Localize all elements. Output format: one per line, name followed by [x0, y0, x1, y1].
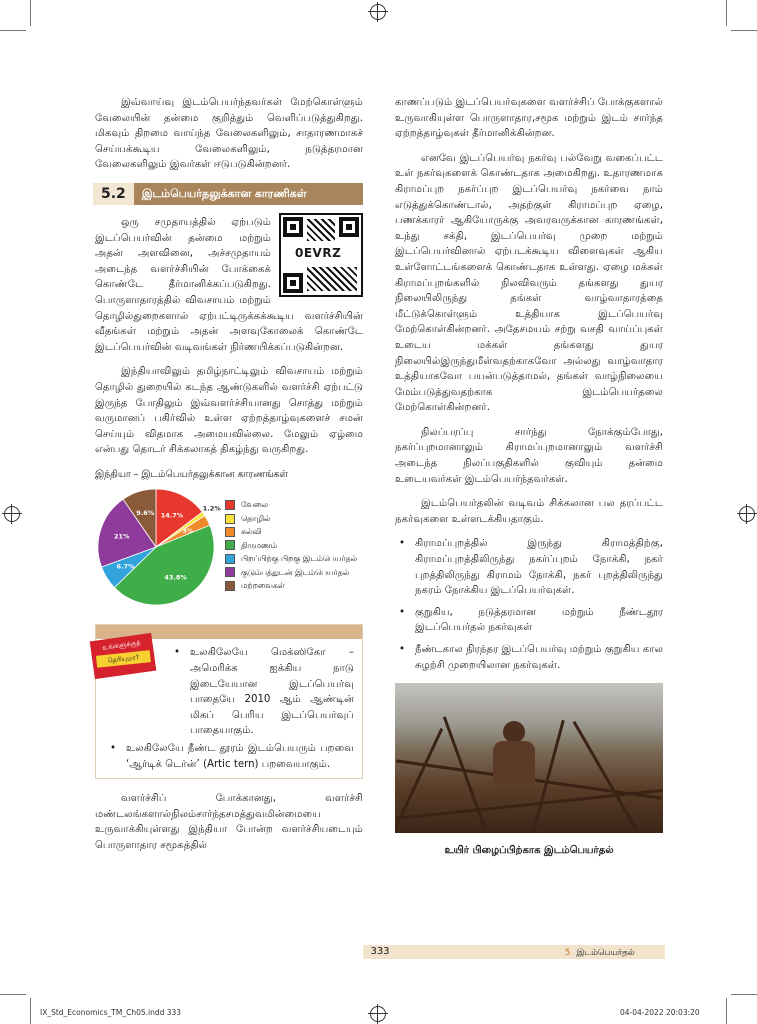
- pie-chart: [95, 486, 363, 606]
- migrant-worker-photo: [395, 683, 663, 833]
- crop-mark: [726, 998, 727, 1024]
- chapter-label: 5 இடம்பெயர்தல்: [395, 945, 665, 959]
- pie-slice-label: 43.8%: [164, 574, 187, 583]
- did-you-know-badge: உங்களுக்குத் தெரியுமா?: [90, 633, 157, 679]
- list-item: • குறுகிய, நடுத்தரமான மற்றும் நீண்டதூர இடப்பெயர்தல் நகர்வுகள்: [395, 605, 663, 636]
- paragraph: இவ்வாய்வு இடம்பெயர்ந்தவர்கள் மேற்கொள்ளும் வேலையின் தன்மை குறித்தும் வெளிப்படுத்துகிறது. மிகவும் திறமை வாய்ந்த வேலைகளிலும், சாதாரணமாகச் செய்யக்கூடிய வேலைகளிலும், நடுத்தரமான வேலைகளிலும் இவர்கள் ஈடுபடுகின்றனர்.: [95, 97, 363, 171]
- right-column: [395, 95, 663, 859]
- section-number: 5.2: [93, 183, 134, 205]
- crop-mark: [30, 998, 31, 1024]
- legend-item: [225, 579, 357, 592]
- photo-caption: உயிர் பிழைப்பிற்காக இடம்பெயர்தல்: [444, 845, 614, 857]
- legend-swatch: [225, 514, 235, 524]
- registration-mark-icon: [370, 4, 386, 20]
- paragraph: நிலப்பரப்பு சார்ந்து நோக்கும்போது, நகர்ப்புறமானாலும் கிராமப்புறமானாலும் வளர்ச்சி அடைந்த நிலப்பகுதிகளில் குவியும் தன்மை உடையவர்கள் இடம்பெயர்ந்தவர்கள்.: [395, 426, 663, 485]
- legend-swatch: [225, 527, 235, 537]
- paragraph: ஒரு சமுதாயத்தில் ஏற்படும் இடப்பெயர்வின் தன்மை மற்றும் அதன் அளவினை, அச்சமுதாயம் அடைந்த வளர்ச்சியின் போக்கைக் கொண்டே தீர்மானிக்கப்படுகிறது. பொருளாதாரத்தில் விவசாயம் மற்றும் தொழில்துறைகளால் ஏற்பட்டிருக்கக்கூடிய வளர்ச்சியின் வீதங்கள் மற்றும் அதன் அளவுகோலைக் கொண்டே இடப்பெயர்வின் வடிவங்கள் நிர்ணயிக்கப்படுகின்றன.: [95, 216, 363, 353]
- crop-mark: [30, 0, 31, 26]
- pie-slice-label: 6.7%: [116, 563, 135, 572]
- pie-slice-label: 21%: [113, 533, 130, 542]
- registration-mark-icon: [370, 1006, 386, 1022]
- legend-label: குடும்பத்துடன் இடம்பெயர்தல்: [241, 567, 350, 577]
- legend-label: பிறப்பிற்கு பிறகு இடம்பெயர்தல்: [241, 554, 358, 564]
- paragraph: இடம்பெயர்தலின் வடிவம் சிக்கலான பல தரப்பட்ட நகர்வுகளை உள்ளடக்கியதாகும்.: [395, 498, 663, 525]
- legend-label: வேலை: [241, 500, 268, 510]
- crop-mark: [731, 30, 757, 31]
- legend-item: [225, 539, 357, 552]
- chart-legend: [225, 498, 357, 592]
- section-title: இடம்பெயர்தலுக்கான காரணிகள்: [141, 187, 307, 201]
- legend-label: கல்வி: [241, 527, 262, 537]
- pie-slice-label: 3%: [182, 527, 194, 536]
- list-item: • நீண்டகால நிரந்தர இடப்பெயர்வு மற்றும் குறுகிய கால சுழற்சி முறையிலான நகர்வுகள்.: [395, 642, 663, 673]
- legend-label: மற்றவைகள்: [241, 580, 285, 590]
- legend-swatch: [225, 500, 235, 510]
- pie-chart-svg: [95, 486, 221, 608]
- page-number: 333: [363, 945, 397, 959]
- crop-mark: [0, 994, 26, 995]
- paragraph: இந்தியாவிலும் தமிழ்நாட்டிலும் விவசாயம் மற்றும் தொழில் துறையில் கடந்த ஆண்டுகளில் வளர்ச்சி ஏற்பட்டு இருந்த போதிலும் இவ்வளர்ச்சியானது சொத்து மற்றும் வருமானப் பகிர்வில் உள்ள ஏற்றத்தாழ்வுகளைச் சமன் செய்யும் விதமாக அமையவில்லை. மேலும் ஏழ்மை என்பது தொடர் சிக்கலாகத் திகழ்ந்து வருகிறது.: [95, 366, 363, 456]
- crop-mark: [731, 994, 757, 995]
- left-column: [95, 95, 363, 863]
- legend-swatch: [225, 540, 235, 550]
- file-slug: IX_Std_Economics_TM_Ch05.indd 333: [40, 1008, 182, 1017]
- legend-item: [225, 512, 357, 525]
- legend-item: [225, 566, 357, 579]
- print-date: 04-04-2022 20:03:20: [620, 1008, 700, 1017]
- section-heading: [93, 183, 363, 205]
- legend-label: திருமணம்: [241, 540, 278, 550]
- legend-item: [225, 525, 357, 538]
- migration-types-list: [395, 536, 663, 673]
- page-content: [95, 95, 665, 960]
- qr-code[interactable]: [279, 213, 363, 297]
- crop-mark: [0, 30, 26, 31]
- fact-item: • உலகிலேயே நீண்ட தூரம் இடம்பெயரும் பறவை ‘ஆர்டிக் டெர்ன்’ (Artic tern) பறவையாகும்.: [110, 741, 354, 772]
- list-item: • கிராமப்புறத்தில் இருந்து கிராமத்திற்கு, கிராமப்புறத்திலிருந்து நகர்ப்புறம் நோக்கி, நகர் புறத்திலிருந்து கிராமம் நோக்கி, நகர் புறத்திலிருந்து நகரம் நோக்கிய இடப்பெயர்வுகள்.: [395, 536, 663, 598]
- page-footer: [95, 945, 665, 959]
- pie-slice-label: 1.2%: [202, 505, 221, 514]
- legend-label: தொழில்: [241, 513, 271, 523]
- legend-swatch: [225, 567, 235, 577]
- chart-title: இந்தியா – இடம்பெயர்தலுக்கான காரணங்கள்: [95, 468, 288, 480]
- crop-mark: [726, 0, 727, 26]
- legend-item: [225, 552, 357, 565]
- qr-code-label: 0EVRZ: [293, 245, 343, 263]
- legend-swatch: [225, 581, 235, 591]
- legend-item: [225, 498, 357, 511]
- pie-slice-label: 14.7%: [160, 511, 184, 520]
- registration-mark-icon: [739, 506, 755, 522]
- paragraph: வளர்ச்சிப் போக்கானது, வளர்ச்சி மண்டலங்களால்நிலம்சார்ந்தசமத்துவமின்மையை உருவாக்கியுள்ளது இந்தியா போன்ற வளர்ச்சியடையும் பொருளாதார சமூகத்தில்: [95, 793, 363, 851]
- did-you-know-box: [95, 624, 363, 779]
- fact-item: • உலகிலேயே மெக்ஸிகோ – அமெரிக்க ஐக்கிய நாடு இடையேயான இடப்பெயர்வு பாதையே 2010 ஆம் ஆண்டின் மிகப் பெரிய இடப்பெயர்வுப் பாதையாகும்.: [174, 645, 354, 739]
- paragraph: எனவே இடப்பெயர்வு நகர்வு பல்வேறு வகைப்பட்ட உள் நகர்வுகளைக் கொண்டதாக அமைகிறது. உதாரணமாக கிராமப்புற நகர்ப்புற இடப்பெயர்வு நகர்வை நாம் எடுத்துக்கொண்டால், அதற்குள் கிராமப்புற ஏழை, பணக்காரர் ஆகியோருக்கு அவரவருக்கான காரணங்கள், உந்து சக்தி, இடப்பெயர்வு முறை மற்றும் இடப்பெயர்வினால் ஏற்படக்கூடிய விளைவுகள் ஆகிய உள்ளோட்டங்களைக் கொண்டதாக உள்ளது. ஏழை மக்கள் கிராமப்புறங்களில் நிலவிவரும் தங்களது துயர நிலையிலிருந்து தங்கள் வாழ்வாதாரத்தை மீட்டுக்கொள்ளும் உத்தியாக இடப்பெயர்வு மேற்கொள்கின்றனர். அதேசமயம் சற்று வசதி வாய்ப்புகள் உடைய மக்கள் தங்களது துயர நிலையில்இருந்துமீள்வதற்காகவோ அல்லது வாழ்வாதார உத்தியாகவோ பயன்படுத்தாமல், தங்கள் வாழ்நிலையை மேம்படுத்துவதற்காக இடம்பெயர்தலை மேற்கொள்கின்றனர்.: [395, 152, 663, 414]
- legend-swatch: [225, 554, 235, 564]
- registration-mark-icon: [4, 506, 20, 522]
- paragraph: காணப்படும் இடப்பெயர்வுகளை வளர்ச்சிப் போக்குகளால் உருவாகியுள்ள பொருளாதார,சமூக மற்றும் இடம் சார்ந்த ஏற்றத்தாழ்வுகள் தீர்மானிக்கின்றன.: [395, 97, 663, 140]
- pie-slice-label: 9.6%: [136, 509, 155, 518]
